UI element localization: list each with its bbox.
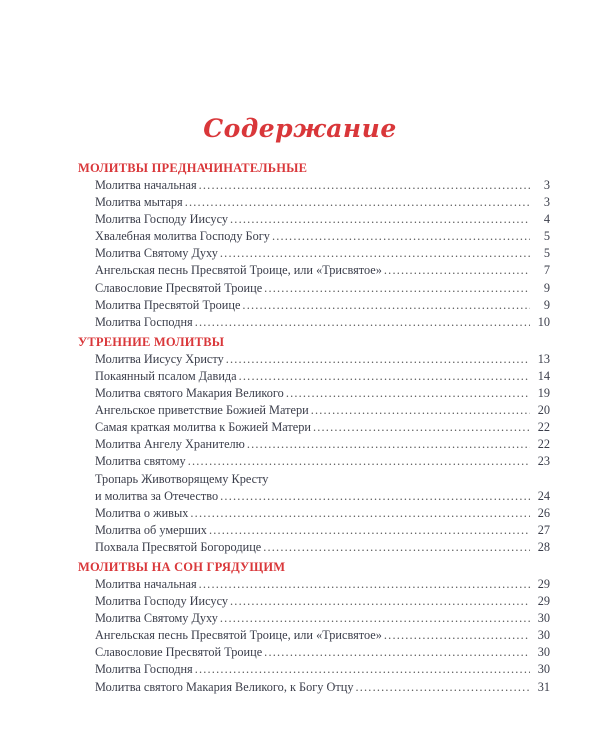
entry-page-number: 29 — [537, 576, 550, 591]
dot-leader — [230, 593, 530, 610]
toc-entry[interactable] — [78, 627, 550, 644]
entry-page-number: 3 — [543, 178, 550, 192]
entry-title: Похвала Пресвятой Богородице — [95, 539, 262, 554]
entry-page-number: 10 — [537, 314, 550, 329]
section-heading: МОЛИТВЫ ПРЕДНАЧИНАТЕЛЬНЫЕ — [78, 161, 308, 175]
toc-entry[interactable] — [78, 228, 550, 245]
entry-title: Ангельская песнь Пресвятой Троице, или «Трисвятое» — [95, 628, 382, 643]
toc-section — [78, 160, 550, 331]
toc-entry[interactable] — [78, 297, 550, 314]
toc-entry[interactable] — [78, 661, 550, 678]
entry-page-number: 30 — [537, 662, 550, 677]
entry-title: Молитва об умерших — [95, 522, 207, 537]
dot-leader — [264, 280, 530, 297]
entry-title: Молитва Святому Духу — [95, 611, 218, 626]
dot-leader — [263, 539, 530, 556]
entry-title: Молитва Господня — [95, 314, 193, 329]
toc-entry[interactable] — [78, 385, 550, 402]
dot-leader — [199, 177, 530, 194]
toc-entry[interactable] — [78, 436, 550, 453]
entry-page-number: 30 — [537, 611, 550, 626]
toc-entry[interactable] — [78, 402, 550, 419]
toc-entry[interactable] — [78, 314, 550, 331]
entry-title: Славословие Пресвятой Троице — [95, 645, 263, 660]
toc-entry[interactable] — [78, 488, 550, 505]
toc-entry[interactable] — [78, 368, 550, 385]
entry-title: Молитва Господу Иисусу — [95, 594, 229, 609]
entry-page-number: 29 — [537, 594, 550, 609]
page-title: Содержание — [203, 114, 397, 143]
dot-leader — [220, 245, 530, 262]
entry-title: Молитва святому — [95, 454, 186, 469]
entry-page-number: 9 — [543, 280, 550, 295]
entry-page-number: 14 — [537, 368, 550, 383]
toc-entry[interactable] — [78, 505, 550, 522]
entry-title: Хвалебная молитва Господу Богу — [95, 229, 270, 244]
entry-title: Молитва Иисусу Христу — [95, 351, 224, 366]
entry-page-number: 28 — [537, 539, 550, 554]
entry-title: Молитва Господня — [95, 662, 193, 677]
dot-leader — [272, 228, 530, 245]
dot-leader — [195, 314, 530, 331]
toc-entry[interactable] — [78, 522, 550, 539]
toc-entry[interactable] — [78, 262, 550, 279]
toc-section — [78, 559, 550, 696]
dot-leader — [188, 453, 530, 470]
toc-entry[interactable] — [78, 576, 550, 593]
entry-page-number: 30 — [537, 645, 550, 660]
dot-leader — [185, 194, 530, 211]
toc-entry[interactable] — [78, 245, 550, 262]
entry-title: Молитва о живых — [95, 505, 189, 520]
entry-title: Тропарь Животворящему Кресту — [95, 471, 269, 486]
entry-title: Молитва начальная — [95, 178, 197, 192]
dot-leader — [247, 436, 530, 453]
toc-entry[interactable] — [78, 351, 550, 368]
entry-page-number: 13 — [537, 351, 550, 366]
entry-title: Покаянный псалом Давида — [95, 368, 237, 383]
dot-leader — [313, 419, 530, 436]
dot-leader — [384, 262, 530, 279]
entry-title: Ангельская песнь Пресвятой Троице, или «Трисвятое» — [95, 263, 382, 278]
toc-entry[interactable] — [78, 610, 550, 627]
toc-entry[interactable] — [78, 471, 550, 488]
entry-page-number: 24 — [537, 488, 550, 503]
dot-leader — [286, 385, 530, 402]
entry-page-number: 3 — [543, 195, 550, 210]
toc-entry[interactable] — [78, 280, 550, 297]
entry-title: Молитва Святому Духу — [95, 246, 218, 261]
toc-section — [78, 334, 550, 556]
dot-leader — [190, 505, 530, 522]
dot-leader — [230, 211, 530, 228]
entry-page-number: 23 — [537, 454, 550, 469]
entry-title: Молитва начальная — [95, 576, 197, 591]
entry-title: Молитва Пресвятой Троице — [95, 297, 241, 312]
dot-leader — [264, 644, 530, 661]
entry-page-number: 5 — [543, 246, 550, 261]
entry-title: Молитва святого Макария Великого — [95, 386, 284, 401]
dot-leader — [239, 368, 530, 385]
entry-title: Молитва Ангелу Хранителю — [95, 437, 245, 452]
entry-title: Молитва святого Макария Великого, к Богу Отцу — [95, 679, 354, 694]
toc-entry[interactable] — [78, 194, 550, 211]
entry-title: Самая краткая молитва к Божией Матери — [95, 420, 311, 435]
entry-title: и молитва за Отечество — [95, 488, 219, 503]
entry-title: Славословие Пресвятой Троице — [95, 280, 263, 295]
entry-page-number: 4 — [543, 212, 550, 227]
dot-leader — [242, 297, 530, 314]
toc-entry[interactable] — [78, 593, 550, 610]
dot-leader — [226, 351, 530, 368]
entry-title: Молитва мытаря — [95, 195, 183, 210]
dot-leader — [220, 488, 530, 505]
toc-entry[interactable] — [78, 644, 550, 661]
entry-page-number: 26 — [537, 505, 550, 520]
dot-leader — [199, 576, 530, 593]
entry-page-number: 31 — [537, 679, 550, 694]
section-heading: МОЛИТВЫ НА СОН ГРЯДУЩИМ — [78, 559, 286, 574]
section-heading: УТРЕННИЕ МОЛИТВЫ — [78, 334, 225, 349]
dot-leader — [384, 627, 530, 644]
entry-title: Молитва Господу Иисусу — [95, 212, 229, 227]
toc-entry[interactable] — [78, 419, 550, 436]
entry-page-number: 5 — [543, 229, 550, 244]
toc-entry[interactable] — [78, 211, 550, 228]
toc-entry[interactable] — [78, 679, 550, 696]
entry-title: Ангельское приветствие Божией Матери — [95, 403, 309, 418]
entry-page-number: 7 — [543, 263, 550, 278]
entry-page-number: 30 — [537, 628, 550, 643]
dot-leader — [220, 610, 530, 627]
entry-page-number: 19 — [537, 386, 550, 401]
dot-leader — [311, 402, 530, 419]
toc-entry[interactable] — [78, 177, 550, 194]
entry-page-number: 20 — [537, 403, 550, 418]
toc-entry[interactable] — [78, 453, 550, 470]
entry-page-number: 27 — [537, 522, 550, 537]
dot-leader — [209, 522, 530, 539]
toc-entry[interactable] — [78, 539, 550, 556]
dot-leader — [195, 661, 530, 678]
entry-page-number: 9 — [543, 297, 550, 312]
dot-leader — [355, 679, 530, 696]
entry-page-number: 22 — [537, 437, 550, 452]
entry-page-number: 22 — [537, 420, 550, 435]
table-of-contents — [78, 160, 550, 696]
